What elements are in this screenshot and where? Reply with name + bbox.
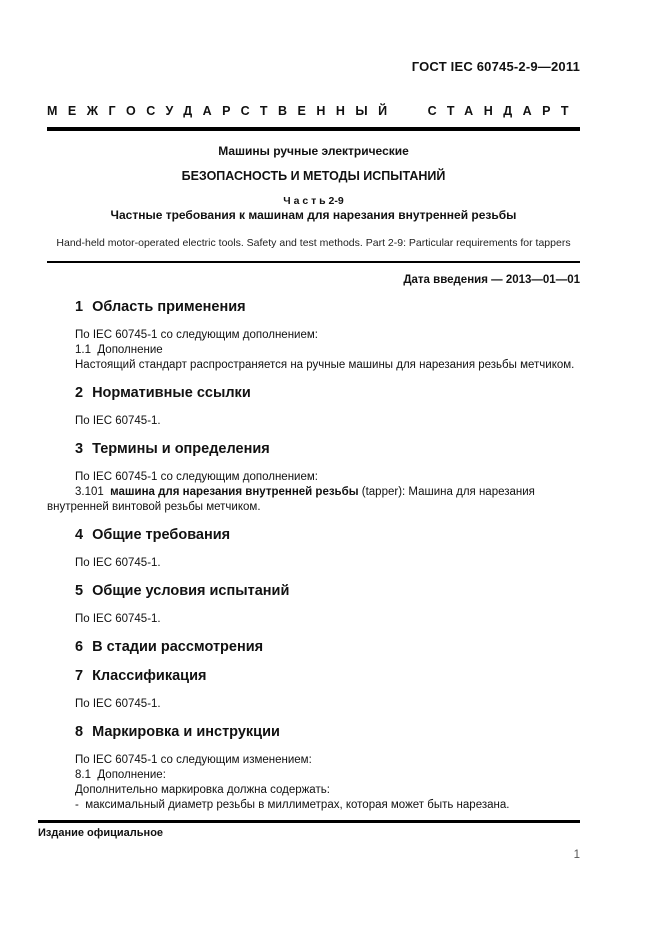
section-paragraph: [47, 358, 580, 373]
section-title: Область применения: [92, 299, 246, 315]
paragraph-text: По IEC 60745-1.: [75, 415, 161, 427]
section-number: 2: [75, 385, 84, 401]
section-number: 8: [75, 724, 84, 740]
section: [47, 527, 580, 571]
section-title: Маркировка и инструкции: [92, 724, 280, 740]
title-block-rule: [47, 261, 580, 264]
paragraph-text: По IEC 60745-1.: [75, 613, 161, 625]
section-heading: [47, 639, 580, 655]
title-english: Hand-held motor-operated electric tools. Safety and test methods. Part 2-9: Particular requirements for tappers: [56, 236, 571, 249]
paragraph-text: (tapper): Машина для нарезания внутренней винтовой резьбы метчиком.: [47, 486, 539, 513]
title-group-ru: Машины ручные электрические: [218, 143, 409, 158]
paragraph-text: 3.101: [75, 486, 111, 498]
header-rule: [47, 127, 580, 131]
section-number: 6: [75, 639, 84, 655]
section-number: 1: [75, 299, 84, 315]
section-title: Общие условия испытаний: [92, 583, 290, 599]
standard-code: ГОСТ IEC 60745-2-9—2011: [411, 59, 580, 74]
section-number: 7: [75, 668, 84, 684]
section-number: 5: [75, 583, 84, 599]
section-paragraph: [47, 343, 580, 358]
section: [47, 441, 580, 515]
section: [47, 385, 580, 429]
paragraph-text: По IEC 60745-1.: [75, 698, 161, 710]
section-title: Нормативные ссылки: [92, 385, 251, 401]
paragraph-text: По IEC 60745-1 со следующим дополнением:: [75, 471, 318, 483]
section-title: Классификация: [92, 668, 207, 684]
paragraph-text: - максимальный диаметр резьбы в миллиметрах, которая может быть нарезана.: [75, 799, 510, 811]
title-main-ru: БЕЗОПАСНОСТЬ И МЕТОДЫ ИСПЫТАНИЙ: [181, 168, 446, 183]
section-paragraph: [47, 783, 580, 798]
section-paragraph: [47, 612, 580, 627]
sections-container: [47, 299, 580, 813]
part-label: Ч а с т ь 2-9: [283, 194, 344, 207]
paragraph-text: Дополнительно маркировка должна содержать:: [75, 784, 330, 796]
section-paragraph: [47, 470, 580, 485]
section-paragraph: [47, 328, 580, 343]
paragraph-text: По IEC 60745-1 со следующим изменением:: [75, 754, 312, 766]
edition-note: Издание официальное: [38, 827, 164, 839]
paragraph-text: Настоящий стандарт распространяется на ручные машины для нарезания резьбы метчиком.: [75, 359, 575, 371]
paragraph-text: 1.1 Дополнение: [75, 344, 163, 356]
section-paragraph: [47, 753, 580, 768]
page-number: 1: [573, 849, 580, 861]
section-paragraph: [47, 485, 580, 515]
part-title: Частные требования к машинам для нарезания внутренней резьбы: [110, 207, 517, 222]
section-heading: [47, 583, 580, 599]
paragraph-text: По IEC 60745-1.: [75, 557, 161, 569]
section-heading: [47, 441, 580, 457]
section: [47, 668, 580, 712]
standard-type-banner: МЕЖГОСУДАРСТВЕННЫЙ СТАНДАРТ: [47, 104, 579, 118]
section-heading: [47, 724, 580, 740]
section-paragraph: [47, 697, 580, 712]
footer-rule: [38, 820, 580, 823]
section-paragraph: [47, 768, 580, 783]
section-number: 3: [75, 441, 84, 457]
paragraph-text: 8.1 Дополнение:: [75, 769, 166, 781]
section-heading: [47, 668, 580, 684]
section-heading: [47, 299, 580, 315]
effective-date: Дата введения — 2013—01—01: [403, 274, 580, 286]
section-heading: [47, 527, 580, 543]
section-title: Общие требования: [92, 527, 231, 543]
section-heading: [47, 385, 580, 401]
section-paragraph: [47, 556, 580, 571]
section: [47, 639, 580, 655]
section: [47, 583, 580, 627]
section: [47, 724, 580, 813]
section-number: 4: [75, 527, 84, 543]
section-title: Термины и определения: [92, 441, 270, 457]
section-title: В стадии рассмотрения: [92, 639, 264, 655]
paragraph-text: По IEC 60745-1 со следующим дополнением:: [75, 329, 318, 341]
defined-term: машина для нарезания внутренней резьбы: [110, 486, 359, 498]
section-paragraph: [47, 798, 580, 813]
section: [47, 299, 580, 373]
section-paragraph: [47, 414, 580, 429]
